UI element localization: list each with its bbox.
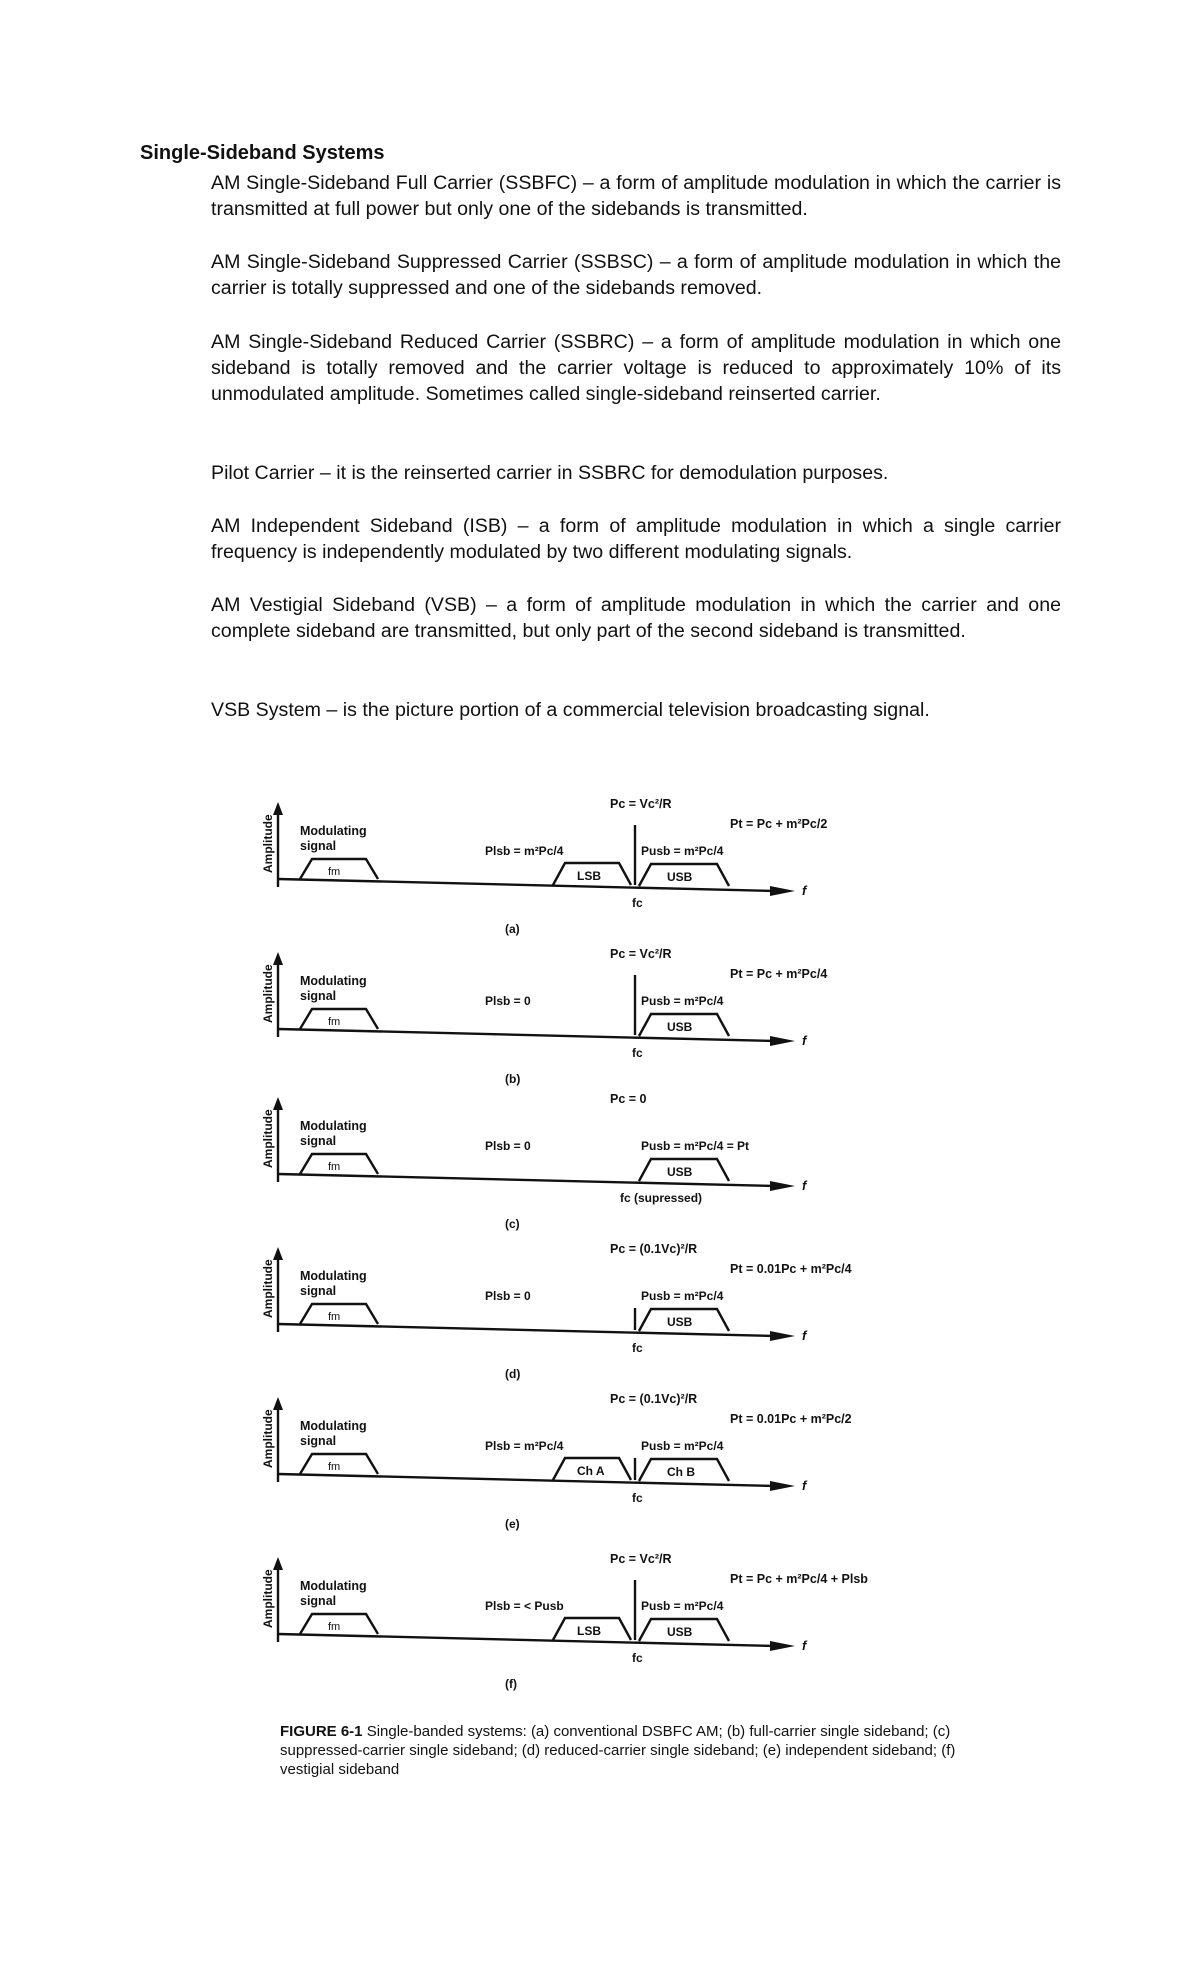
fm-label: fm xyxy=(328,1161,341,1173)
panel-letter: (d) xyxy=(505,1367,521,1381)
usb-power-label: Pusb = m²Pc/4 xyxy=(641,1289,724,1303)
modulating-signal-label: signal xyxy=(300,989,337,1003)
paragraph-isb: AM Independent Sideband (ISB) – a form of amplitude modulation in which a single carrier frequency is independently modulated by two different modulating signals. xyxy=(211,515,1061,563)
modulating-signal-label: signal xyxy=(300,1594,337,1608)
amplitude-axis-arrow xyxy=(273,1097,283,1110)
upper-sideband-label: USB xyxy=(667,1020,693,1034)
lsb-power-label: Plsb = 0 xyxy=(485,1139,531,1153)
usb-power-label: Pusb = m²Pc/4 xyxy=(641,844,724,858)
amplitude-axis-arrow xyxy=(273,802,283,815)
usb-power-label: Pusb = m²Pc/4 xyxy=(641,1439,724,1453)
paragraph-pilot-carrier: Pilot Carrier – it is the reinserted carrier in SSBRC for demodulation purposes. xyxy=(211,462,889,484)
amplitude-label: Amplitude xyxy=(261,1409,275,1468)
spectrum-diagrams xyxy=(261,790,910,1800)
fm-label: fm xyxy=(328,1311,341,1323)
modulating-signal-label: Modulating xyxy=(300,1269,367,1283)
frequency-label: f xyxy=(802,1328,807,1343)
section-heading: Single-Sideband Systems xyxy=(140,142,385,164)
lsb-power-label: Plsb = 0 xyxy=(485,1289,531,1303)
total-power-label: Pt = Pc + m²Pc/4 xyxy=(730,967,828,981)
carrier-power-label: Pc = Vc²/R xyxy=(610,947,672,961)
amplitude-label: Amplitude xyxy=(261,1259,275,1318)
carrier-power-label: Pc = (0.1Vc)²/R xyxy=(610,1242,698,1256)
carrier-power-label: Pc = Vc²/R xyxy=(610,797,672,811)
upper-sideband-label: USB xyxy=(667,870,693,884)
fm-label: fm xyxy=(328,1621,341,1633)
usb-power-label: Pusb = m²Pc/4 = Pt xyxy=(641,1139,750,1153)
total-power-label: Pt = Pc + m²Pc/4 + Plsb xyxy=(730,1572,868,1586)
modulating-signal-label: Modulating xyxy=(300,1419,367,1433)
panel-letter: (c) xyxy=(505,1217,520,1231)
lower-sideband-label: Ch A xyxy=(577,1464,605,1478)
lower-sideband-label: LSB xyxy=(577,869,601,883)
frequency-label: f xyxy=(802,1033,807,1048)
upper-sideband-label: USB xyxy=(667,1625,693,1639)
paragraph-ssbfc: AM Single-Sideband Full Carrier (SSBFC) – a form of amplitude modulation in which the carrier is transmitted at full power but only one of the sidebands is transmitted. xyxy=(211,172,1061,220)
upper-sideband-label: USB xyxy=(667,1315,693,1329)
amplitude-label: Amplitude xyxy=(261,1109,275,1168)
lsb-power-label: Plsb = < Pusb xyxy=(485,1599,564,1613)
lsb-power-label: Plsb = m²Pc/4 xyxy=(485,844,564,858)
frequency-axis xyxy=(278,879,775,891)
frequency-label: f xyxy=(802,1478,807,1493)
fm-label: fm xyxy=(328,1461,341,1473)
modulating-signal-label: Modulating xyxy=(300,1119,367,1133)
carrier-power-label: Pc = 0 xyxy=(610,1092,647,1106)
upper-sideband-label: Ch B xyxy=(667,1465,695,1479)
frequency-label: f xyxy=(802,1178,807,1193)
modulating-signal-label: signal xyxy=(300,839,337,853)
modulating-signal-label: signal xyxy=(300,1134,337,1148)
frequency-axis xyxy=(278,1029,775,1041)
total-power-label: Pt = 0.01Pc + m²Pc/2 xyxy=(730,1412,852,1426)
amplitude-axis-arrow xyxy=(273,1247,283,1260)
frequency-label: f xyxy=(802,1638,807,1653)
amplitude-axis-arrow xyxy=(273,1397,283,1410)
usb-power-label: Pusb = m²Pc/4 xyxy=(641,994,724,1008)
frequency-axis-arrow xyxy=(770,1331,795,1341)
panel-letter: (e) xyxy=(505,1517,520,1531)
fc-label: fc xyxy=(632,1491,643,1505)
frequency-axis xyxy=(278,1634,775,1646)
carrier-power-label: Pc = Vc²/R xyxy=(610,1552,672,1566)
frequency-axis-arrow xyxy=(770,1481,795,1491)
frequency-axis xyxy=(278,1324,775,1336)
amplitude-label: Amplitude xyxy=(261,964,275,1023)
fc-label: fc xyxy=(632,896,643,910)
fc-label: fc (supressed) xyxy=(620,1191,703,1205)
total-power-label: Pt = Pc + m²Pc/2 xyxy=(730,817,828,831)
lsb-power-label: Plsb = m²Pc/4 xyxy=(485,1439,564,1453)
amplitude-label: Amplitude xyxy=(261,814,275,873)
caption-text: Single-banded systems: (a) conventional DSBFC AM; (b) full-carrier single sideband; (c) suppressed-carrier single sideband; (d) reduced-carrier single sideband; (e) independent sideband; (f) vestigial sideband xyxy=(280,1723,956,1778)
lsb-power-label: Plsb = 0 xyxy=(485,994,531,1008)
paragraph-ssbrc: AM Single-Sideband Reduced Carrier (SSBRC) – a form of amplitude modulation in which one sideband is totally removed and the carrier voltage is reduced to approximately 10% of its unmodulated amplitude. Sometimes called single-sideband reinserted carrier. xyxy=(211,331,1061,405)
fc-label: fc xyxy=(632,1651,643,1665)
usb-power-label: Pusb = m²Pc/4 xyxy=(641,1599,724,1613)
panel-letter: (a) xyxy=(505,922,520,936)
total-power-label: Pt = 0.01Pc + m²Pc/4 xyxy=(730,1262,852,1276)
paragraph-vsb: AM Vestigial Sideband (VSB) – a form of amplitude modulation in which the carrier and one complete sideband are transmitted, but only part of the second sideband is transmitted. xyxy=(211,594,1061,642)
panel-letter: (f) xyxy=(505,1677,517,1691)
modulating-signal-label: Modulating xyxy=(300,1579,367,1593)
figure-single-sideband-spectra xyxy=(261,790,910,1800)
fm-label: fm xyxy=(328,866,341,878)
amplitude-label: Amplitude xyxy=(261,1569,275,1628)
modulating-signal-label: signal xyxy=(300,1434,337,1448)
paragraph-vsb-system: VSB System – is the picture portion of a commercial television broadcasting signal. xyxy=(211,699,930,721)
paragraph-ssbsc: AM Single-Sideband Suppressed Carrier (SSBSC) – a form of amplitude modulation in which the carrier is totally suppressed and one of the sidebands removed. xyxy=(211,251,1061,299)
fc-label: fc xyxy=(632,1046,643,1060)
frequency-label: f xyxy=(802,883,807,898)
upper-sideband-label: USB xyxy=(667,1165,693,1179)
frequency-axis-arrow xyxy=(770,1181,795,1191)
modulating-signal-label: signal xyxy=(300,1284,337,1298)
frequency-axis-arrow xyxy=(770,1036,795,1046)
frequency-axis xyxy=(278,1174,775,1186)
modulating-signal-label: Modulating xyxy=(300,974,367,988)
modulating-signal-label: Modulating xyxy=(300,824,367,838)
frequency-axis-arrow xyxy=(770,1641,795,1651)
figure-caption xyxy=(280,1722,980,1779)
lower-sideband-label: LSB xyxy=(577,1624,601,1638)
frequency-axis-arrow xyxy=(770,886,795,896)
amplitude-axis-arrow xyxy=(273,952,283,965)
fm-label: fm xyxy=(328,1016,341,1028)
caption-label: FIGURE 6-1 xyxy=(280,1723,363,1740)
panel-letter: (b) xyxy=(505,1072,521,1086)
carrier-power-label: Pc = (0.1Vc)²/R xyxy=(610,1392,698,1406)
amplitude-axis-arrow xyxy=(273,1557,283,1570)
frequency-axis xyxy=(278,1474,775,1486)
fc-label: fc xyxy=(632,1341,643,1355)
